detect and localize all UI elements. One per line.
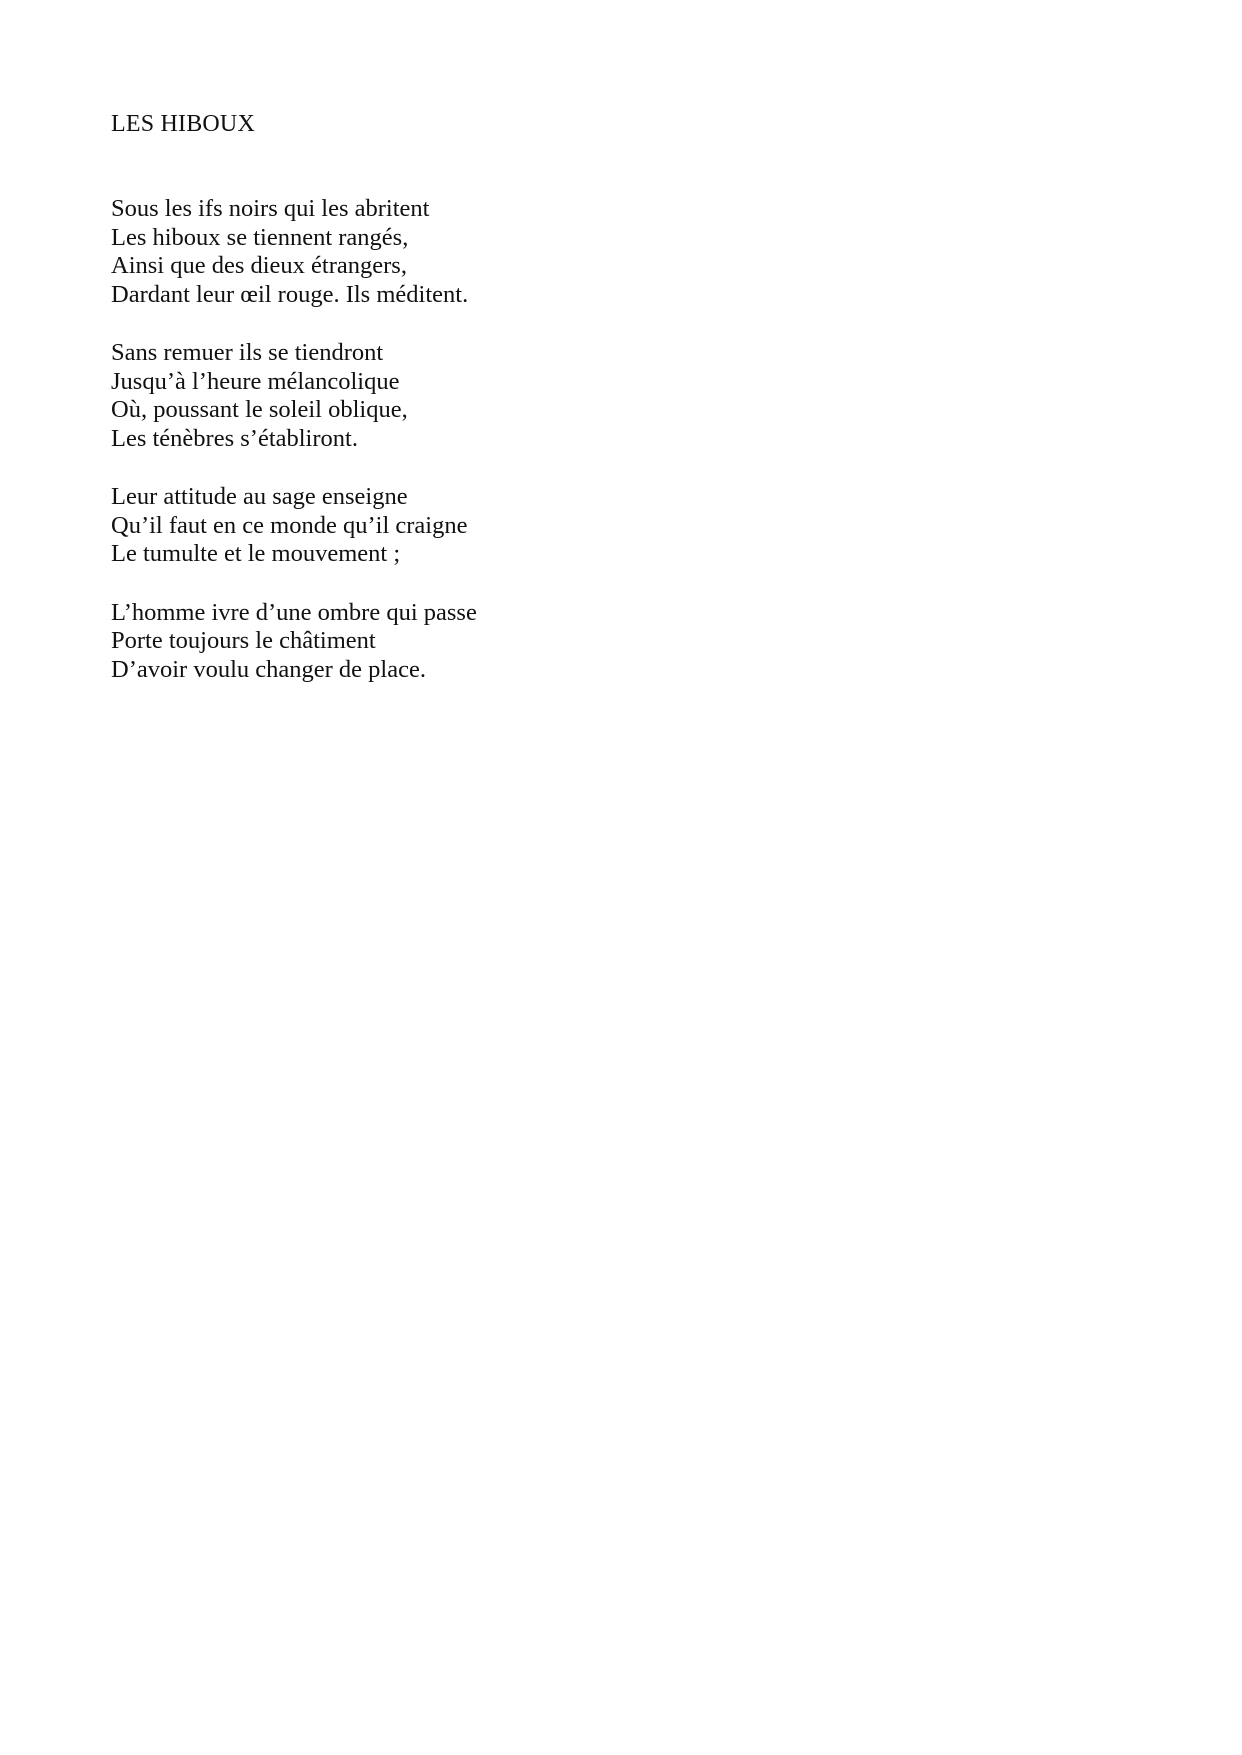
stanza-4	[111, 599, 1011, 685]
poem-line: Le tumulte et le mouvement ;	[111, 540, 401, 567]
poem-line: Les hiboux se tiennent rangés,	[111, 223, 409, 251]
poem-line: Porte toujours le châtiment	[111, 627, 376, 654]
poem-line: Jusqu’à l’heure mélancolique	[111, 367, 400, 395]
poem-line: Qu’il faut en ce monde qu’il craigne	[111, 511, 468, 539]
poem-title: LES HIBOUX	[111, 111, 255, 137]
poem-line: Ainsi que des dieux étrangers,	[111, 252, 407, 279]
poem-line: D’avoir voulu changer de place.	[111, 655, 426, 683]
stanza-2	[111, 339, 1011, 453]
poem-line: Les ténèbres s’établiront.	[111, 424, 358, 452]
poem-line: Dardant leur œil rouge. Ils méditent.	[111, 280, 469, 308]
poem-line: Leur attitude au sage enseigne	[111, 483, 408, 510]
poem-line: L’homme ivre d’une ombre qui passe	[111, 598, 477, 626]
stanza-1	[111, 195, 1011, 309]
stanza-3	[111, 483, 1011, 569]
poem-line: Où, poussant le soleil oblique,	[111, 396, 408, 423]
poem-body	[111, 195, 1011, 714]
poem-line: Sans remuer ils se tiendront	[111, 339, 384, 366]
poem-line: Sous les ifs noirs qui les abritent	[111, 195, 430, 222]
